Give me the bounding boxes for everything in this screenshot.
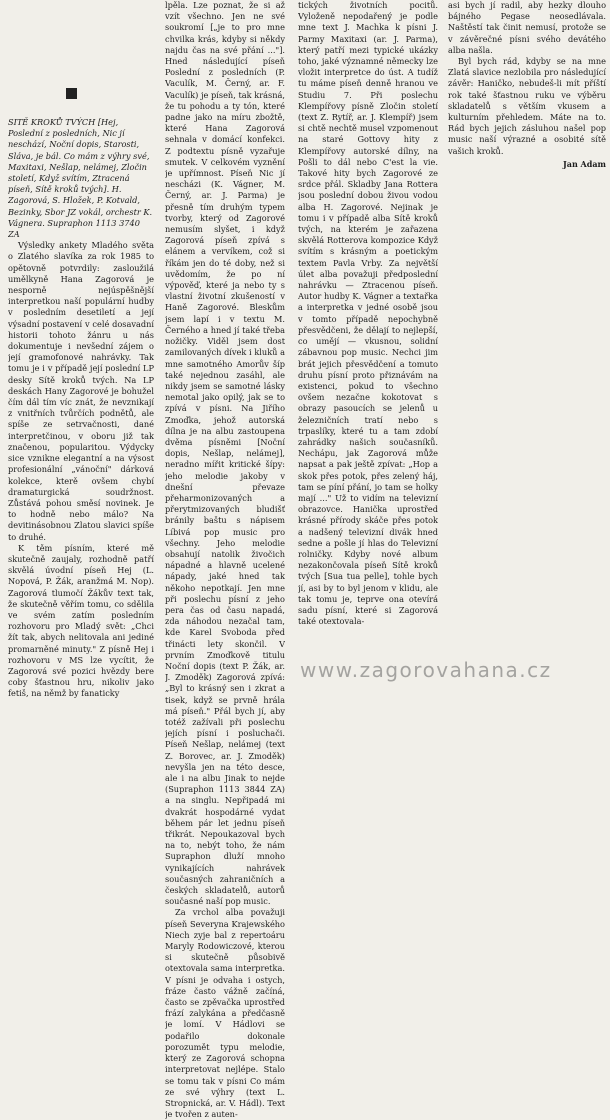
column-4 [448,0,606,170]
column-3 [298,0,438,627]
column-1 [8,0,154,700]
section-marker-square [66,88,77,99]
author-signature: Jan Adam [562,158,606,169]
paragraph: Za vrchol alba považuji píseň Severyna Krajewského Niech zyje bal z repertoáru Maryly Rodowiczové, kterou si skutečně působivě otextovala sama interpretka. V písni je odvaha i ostych, fráze často vážně začíná, často se zpěvačka uprostřed frází zalykána a předčasně je lomí. V Hádlovi se podařilo dokonale porozumět typu melodie, který ze Zagorová schopna interpretovat nejlépe. Stalo se tomu tak v písni Co mám ze své výhry (text L. Stropnická, ar. V. Hádl). Text je tvořen z auten- [165,907,285,1120]
paragraph: Výsledky ankety Mladého světa o Zlatého slavíka za rok 1985 to opětovně potvrdily: zasloužilá umělkyně Hana Zagorová je nesporně nejúspěšnější interpretkou naší populární hudby v posledním desetiletí a její výsadní postavení v celé dosavadní historii tohoto žánru u nás dokumentuje i nevšední zájem o její gramofonové nahrávky. Tak tomu je i v případě její poslední LP desky Sítě kroků tvých. Na LP deskách Hany Zagorové je bohužel čím dál tím víc znát, že nevznikají z vnitřních tvůrčích podnětů, ale spíše ze setrvačnosti, dané interpretčinou, v oboru již tak značenou, popularitou. Výdycky sice vznikne elegantní a na výsost profesionální „vánoční" dárková kolekce, kterě ovšem chybí dramaturgická soudržnost. Zůstává pohou směsí novinek. Je to hodně nebo málo? Na devitinásobnou Zlatou slavici spíše to druhé. [8,240,154,542]
paragraph: asi bych jí radil, aby hezky dlouho bájného Pegase neosedlávala. Naštěstí tak činit nemusí, protože se v závěrečné písni svého devátého alba našla. [448,0,606,55]
paragraph: Byl bych rád, kdyby se na mne Zlatá slavice nezlobila pro následující závěr: Haničko, nebudeš-li mít příští rok také šťastnou ruku ve výběru skladatelů s větším vkusem a kulturním přehledem. Máte na to. Rád bych jejich zásluhou našel pop music naší výrazné a osobité sítě vašich kroků. [448,56,606,156]
watermark-text: www.zagorovahana.cz [300,658,552,682]
paragraph: K těm písním, které mě skutečně zaujaly, rozhodně patří skvělá úvodní píseň Hej (L. Nopová, P. Žák, aranžmá M. Nop). Zagorová tlumočí Žákův text tak, že skutečně věřím tomu, co sdělila ve svém zatím posledním rozhovoru pro Mladý svět: „Chci žít tak, abych nelitovala ani jediné promarněné minuty." Z písně Hej i rozhovoru v MS lze vycítit, že Zagorová své pozici hvězdy bere coby šťastnou hru, nikoliv jako fetiš, na němž by fanaticky [8,542,154,699]
column-2 [165,0,285,1120]
paragraph: tických životních pocitů. Vyloženě nepodařený je podle mne text J. Machka k písni J. Parmy Maxitaxi (ar. J. Parma), který patří mezi typické ukázky toho, jaké významné německy lze vložit interpretce do úst. A tudíž tu máme píseň denně hranou ve Studiu 7. Při poslechu Klempířovy písně Zločin století (text Z. Rytíř, ar. J. Klempíř) jsem si chtě nechtě musel vzpomenout na staré Gottovy hity z Klempířovy autorské dílny, na Pošli to dál nebo C'est la vie. Takové hity bych Zagorové ze srdce přál. Skladby Jana Rottera jsou poslední dobou živou vodou alba H. Zagorové. Nejinak je tomu i v případě alba Sítě kroků tvých, na kterém je zařazena skvělá Rotterova kompozice Když svítím s krásným a poetickým textem Pavla Vrby. Za největší úlet alba považuji předposlední nahrávku — Ztracenou píseň. Autor hudby K. Vágner a textařka a interpretka v jedné osobě jsou v tomto případě nepochybně přesvědčeni, že dělají to nejlepší, co umějí — vkusnou, solidní zábavnou pop music. Nechci jim brát jejich přesvědčení a tomuto druhu písní proto přiznávám na existenci, pokud to všechno ovšem nezačne kokotovat s obrazy pasoucích se jelenů u železničních tratí nebo s trpaslíky, které tu a tam zdobí zahrádky našich současníků. Nechápu, jak Zagorová může napsat a pak ještě zpívat: „Hop a skok přes potok, přes zelený háj, tam se píní přání, jo tam se holky mají ..." Už to vidím na televizní obrazovce. Hanička uprostřed krásné přírody skáče přes potok a nadšený televizní divák hned sedne a pošle jí hlas do Televizní rolničky. Kdyby nové album nezakončovala píseň Sítě kroků tvých [Sua tua pelle], tohle bych jí, asi by to byl jenom v klidu, ale tak tomu je, teprve ona otevírá sadu písní, které si Zagorová také otextovala- [298,0,438,627]
paragraph: lpěla. Lze poznat, že si až vzít všechno. Jen ne své soukromí [„je to pro mne chvilka krás, kdyby si někdy najdu čas na své přání ..."]. Hned následující píseň Poslední z posledních (P. Vaculík, M. Černý, ar. F. Vaculík) je píseň, tak krásná, že tu pohodu a ty tón, které padne jako na míru zbožtě, které Hana Zagorová sehnala v domácí konfekci. Z podtextu písně vyzařuje smutek. V celkovém vyznění je upřímnost. Píseň Nic jí nescházi (K. Vágner, M. Černý, ar. J. Parma) je přesně tím druhým typem tvorby, který od Zagorové nemusím slyšet, i když Zagorová píseň zpívá s elánem a vervíkem, což si říkám jen do té doby, než si uvědomím, že po ní výpověď, které ja nebo ty s vlastní životní zkušeností v Haně Zagorové. Bleskům jsem lapí i v textu M. Černého a hned jí také třeba nožičky. Viděl jsem dost zamilovaných dívek i kluků a mne samotného Amorův šíp také nejednou zasáhl, ale nikdy jsem se samotné lásky nemotal jako opilý, jak se to zpívá v písni. Na Jiřího Zmoďka, jehož autorská dílna je na albu zastoupena dvěma písněmi [Noční dopis, Nešlap, nelámej], neradno mířit kritické šípy: jeho melodie jakoby v dnešní převaze přeharmonizovaných a přerytmizovaných bludišť bránily baštu s nápisem Líbivá pop music pro všechny. Jeho melodie obsahují natolik živočich nápadné a hlavně ucelené nápady, jaké hned tak někoho nepotkají. Jen mne při poslechu písní z jeho pera čas od času napadá, zda náhodou nezačal tam, kde Karel Svoboda před třinácti lety skončil. V prvním Zmoďkově titulu Noční dopis (text P. Žák, ar. J. Zmoděk) Zagorová zpívá: „Byl to krásný sen i zkrat a tisek, když se prvně hrála má píseň." Přál bych jí, aby totéž zažívali při poslechu jejích písní i posluchači. Píseň Nešlap, nelámej (text Z. Borovec, ar. J. Zmoděk) nevyšla jen na této desce, ale i na albu Jinak to nejde (Supraphon 1113 3844 ZA) a na singlu. Nepřipadá mi dvakrát hospodárné vydat během pár let jednu píseň třikrát. Nepoukazoval bych na to, nebýt toho, že nám Supraphon dluží mnoho vynikajících nahrávek současných zahraničních a českých skladatelů, autorů současné naší pop music. [165,0,285,907]
album-info: SITĚ KROKŮ TVÝCH [Hej, Poslední z posledních, Nic jí neschází, Noční dopis, Starosti, Sláva, je bál. Co mám z výhry své, Maxitaxi, Nešlap, nelámej, Zločin století, Když svítím, Ztracená píseň, Sítě kroků tvých]. H. Zagorová, S. Hložek, P. Kotvald, Bezinky, Sbor JZ vokál, orchestr K. Vágnera. Supraphon 1113 3740 ZA [8,117,153,240]
